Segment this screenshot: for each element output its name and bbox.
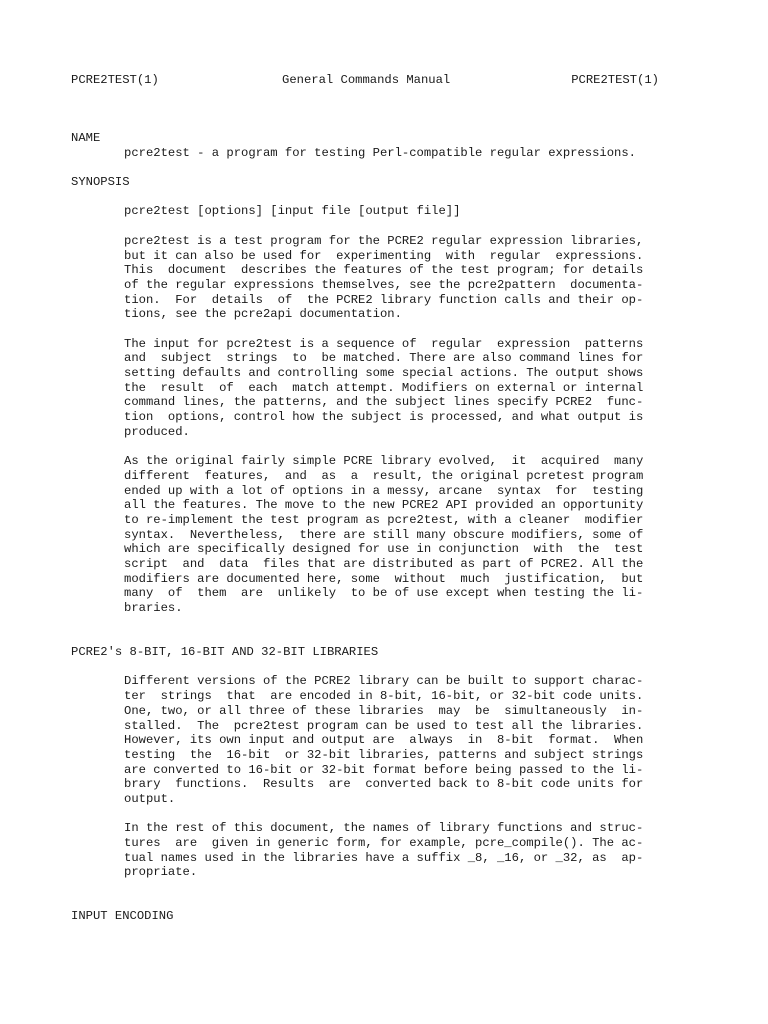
text-line: tion options, control how the subject is processed, and what output is: [124, 410, 644, 425]
text-line: brary functions. Results are converted back to 8-bit code units for: [124, 777, 644, 792]
section-heading-synopsis: SYNOPSIS: [71, 175, 130, 190]
text-line: pcre2test is a test program for the PCRE2 regular expression libraries,: [124, 233, 644, 248]
text-line: One, two, or all three of these libraries may be simultaneously in-: [124, 703, 644, 718]
text-line: setting defaults and controlling some special actions. The output shows: [124, 366, 644, 380]
man-page-header: [71, 72, 659, 88]
text-line: tual names used in the libraries have a suffix _8, _16, or _32, as ap-: [124, 850, 644, 865]
synopsis-paragraph-2: [71, 337, 671, 440]
header-center: General Commands Manual: [282, 73, 451, 87]
text-line: tions, see the pcre2api documentation.: [124, 307, 402, 322]
text-line: and subject strings to be matched. There are also command lines for: [124, 351, 644, 366]
man-page-body: [71, 131, 671, 924]
text-line: pcre2test [options] [input file [output file]]: [124, 204, 461, 219]
text-line: ended up with a lot of options in a messy, arcane syntax for testing: [124, 483, 644, 498]
text-line: tion. For details of the PCRE2 library function calls and their op-: [124, 292, 644, 307]
text-line: which are specifically designed for use in conjunction with the test: [124, 542, 644, 557]
libraries-paragraph-2: [71, 821, 671, 880]
header-right: PCRE2TEST(1): [571, 73, 659, 87]
text-line: stalled. The pcre2test program can be used to test all the libraries.: [124, 718, 644, 733]
section-heading-input-encoding: INPUT ENCODING: [71, 909, 174, 924]
text-line: In the rest of this document, the names of library functions and struc-: [124, 821, 644, 836]
text-line: tures are given in generic form, for example, pcre_compile(). The ac-: [124, 836, 644, 850]
text-line: pcre2test - a program for testing Perl-compatible regular expressions.: [124, 145, 636, 160]
text-line: testing the 16-bit or 32-bit libraries, patterns and subject strings: [124, 747, 644, 762]
text-line: of the regular expressions themselves, see the pcre2pattern documenta-: [124, 277, 644, 292]
text-line: ter strings that are encoded in 8-bit, 16-bit, or 32-bit code units.: [124, 689, 644, 704]
text-line: but it can also be used for experimenting with regular expressions.: [124, 248, 644, 263]
text-line: output.: [124, 791, 176, 806]
text-line: command lines, the patterns, and the subject lines specify PCRE2 func-: [124, 395, 644, 410]
text-line: all the features. The move to the new PCRE2 API provided an opportunity: [124, 498, 644, 513]
text-line: produced.: [124, 424, 190, 439]
text-line: are converted to 16-bit or 32-bit format before being passed to the li-: [124, 762, 644, 777]
text-line: many of them are unlikely to be of use except when testing the li-: [124, 586, 644, 601]
text-line: The input for pcre2test is a sequence of regular expression patterns: [124, 336, 644, 351]
text-line: syntax. Nevertheless, there are still many obscure modifiers, some of: [124, 527, 644, 542]
text-line: the result of each match attempt. Modifiers on external or internal: [124, 380, 644, 395]
name-description: [71, 146, 671, 161]
text-line: However, its own input and output are always in 8-bit format. When: [124, 733, 644, 748]
text-line: propriate.: [124, 865, 198, 880]
text-line: As the original fairly simple PCRE library evolved, it acquired many: [124, 454, 644, 469]
text-line: Different versions of the PCRE2 library can be built to support charac-: [124, 674, 644, 689]
text-line: modifiers are documented here, some without much justification, but: [124, 571, 644, 586]
text-line: braries.: [124, 601, 183, 615]
text-line: script and data files that are distributed as part of PCRE2. All the: [124, 556, 644, 571]
text-line: to re-implement the test program as pcre2test, with a cleaner modifier: [124, 512, 644, 527]
text-line: This document describes the features of the test program; for details: [124, 263, 644, 278]
libraries-paragraph-1: [71, 674, 671, 806]
synopsis-usage: [71, 204, 671, 219]
synopsis-paragraph-1: [71, 234, 671, 322]
text-line: different features, and as a result, the original pcretest program: [124, 468, 644, 483]
section-heading-libraries: PCRE2's 8-BIT, 16-BIT AND 32-BIT LIBRARIES: [71, 645, 379, 660]
section-heading-name: NAME: [71, 131, 101, 145]
synopsis-paragraph-3: [71, 454, 671, 616]
header-left: PCRE2TEST(1): [71, 73, 159, 87]
